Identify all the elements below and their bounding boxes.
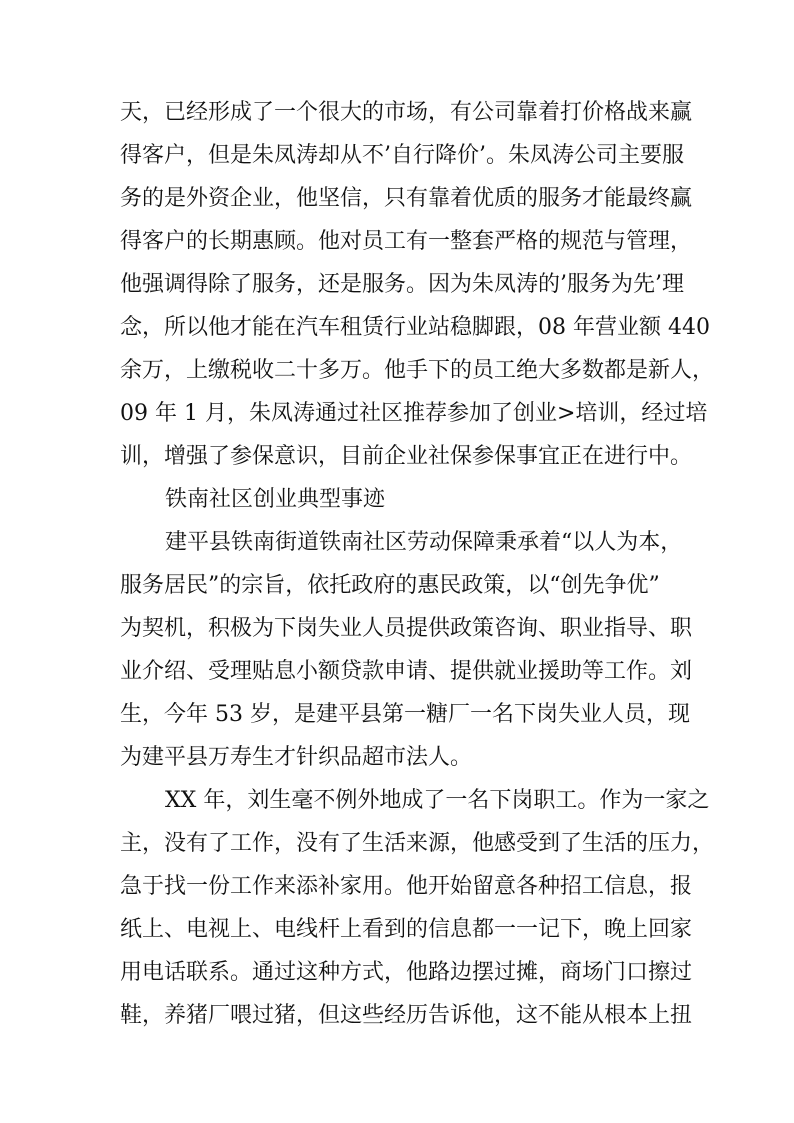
- section-heading: 铁南社区创业典型事迹: [165, 487, 386, 512]
- paragraph-line-8: 09 年 1 月，朱凤涛通过社区推荐参加了创业>培训，经过培: [120, 401, 708, 426]
- paragraph-line-11: 服务居民”的宗旨，依托政府的惠民政策，以“创先争优”: [120, 573, 660, 598]
- paragraph-line-19: 纸上、电视上、电线杆上看到的信息都一一记下，晚上回家: [120, 917, 693, 942]
- paragraph-line-2: 得客户，但是朱凤涛却从不’自行降价’。朱凤涛公司主要服: [120, 143, 684, 168]
- paragraph-line-15: 为建平县万寿生才针织品超市法人。: [120, 745, 473, 770]
- paragraph-line-12: 为契机，积极为下岗失业人员提供政策咨询、职业指导、职: [120, 616, 693, 641]
- paragraph-line-6: 念，所以他才能在汽车租赁行业站稳脚跟，08 年营业额 440: [120, 315, 710, 340]
- paragraph-line-7: 余万，上缴税收二十多万。他手下的员工绝大多数都是新人，: [120, 358, 715, 383]
- paragraph-line-18: 急于找一份工作来添补家用。他开始留意各种招工信息，报: [120, 874, 693, 899]
- paragraph-line-5: 他强调得除了服务，还是服务。因为朱凤涛的’服务为先’理: [120, 272, 684, 297]
- paragraph-line-16: XX 年，刘生毫不例外地成了一名下岗职工。作为一家之: [165, 788, 710, 813]
- paragraph-line-17: 主，没有了工作，没有了生活来源，他感受到了生活的压力，: [120, 831, 715, 856]
- paragraph-line-4: 得客户的长期惠顾。他对员工有一整套严格的规范与管理，: [120, 229, 693, 254]
- paragraph-line-21: 鞋，养猪厂喂过猪，但这些经历告诉他，这不能从根本上扭: [120, 1003, 693, 1028]
- paragraph-line-1: 天，已经形成了一个很大的市场，有公司靠着打价格战来赢: [120, 100, 693, 125]
- paragraph-line-9: 训，增强了参保意识，目前企业社保参保事宜正在进行中。: [120, 444, 693, 469]
- paragraph-line-20: 用电话联系。通过这种方式，他路边摆过摊，商场门口擦过: [120, 960, 693, 985]
- paragraph-line-10: 建平县铁南街道铁南社区劳动保障秉承着“以人为本，: [165, 530, 683, 555]
- paragraph-line-13: 业介绍、受理贴息小额贷款申请、提供就业援助等工作。刘: [120, 659, 693, 684]
- paragraph-line-14: 生，今年 53 岁，是建平县第一糖厂一名下岗失业人员，现: [120, 702, 690, 727]
- paragraph-line-3: 务的是外资企业，他坚信，只有靠着优质的服务才能最终赢: [120, 186, 693, 211]
